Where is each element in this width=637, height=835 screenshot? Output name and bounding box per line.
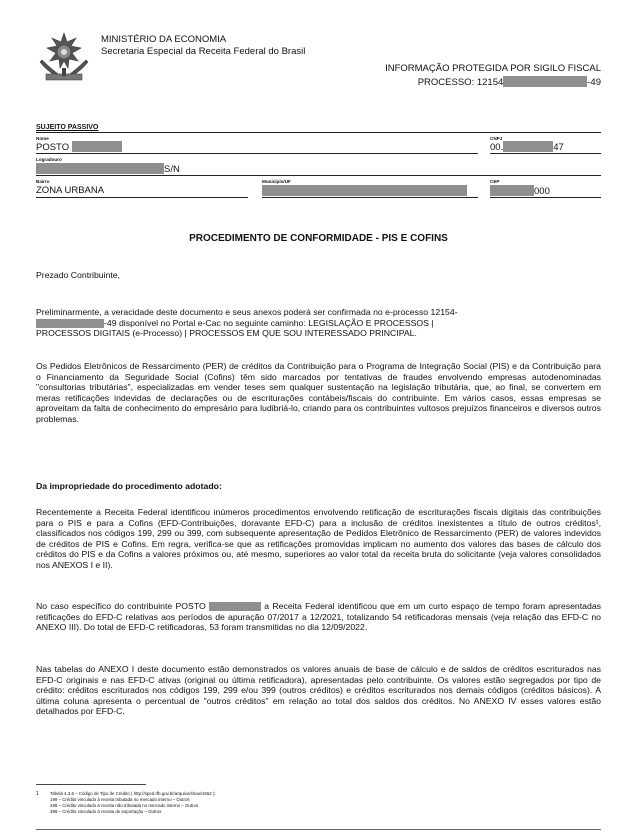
paragraph-verification: Preliminarmente, a veracidade deste documento e seus anexos poderá ser confirmada no e-processo 12154- -49 disponível no Portal e-Cac no seguinte caminho: LEGISLAÇÃO E PROCESSOS | PROCESSOS DIGITAIS (e-Processo) | PROCESSOS EM QUE SOU INTERESSADO PRINCIPAL.: [36, 307, 458, 338]
header-organization: [101, 34, 305, 58]
confidential-notice: INFORMAÇÃO PROTEGIDA POR SIGILO FISCAL: [385, 63, 601, 74]
field-underline: [490, 197, 601, 198]
field-underline: [36, 153, 478, 154]
footnote-number: 1: [36, 791, 39, 797]
name-value: POSTO: [36, 141, 122, 153]
paragraph-context: Os Pedidos Eletrônicos de Ressarcimento (PER) de créditos da Contribuição para o Programa de Integração Social (PIS) e da Contribuição para o Financiamento da Seguridade Social (Cofins) têm sido marcados por tentativas de fraudes envolvendo empresas autodenominadas "consultorias tributárias", especializadas em vender teses sem qualquer sustentação na legislação tributária, que, ao final, se convertem em meras retificações indevidas de declarações ou de escriturações contábeis/fiscais do contribuinte. Em vários casos, essas empresas se aproveitam da falta de conhecimento do empresário para ludibriá-lo, criando para os contribuintes vultosos prejuízos financeiros e diversos outros problemas.: [36, 361, 601, 424]
secretariat-name: Secretaria Especial da Receita Federal do Brasil: [101, 46, 306, 57]
section-heading: Da impropriedade do procedimento adotado:: [36, 481, 222, 491]
redaction-block: [36, 163, 164, 174]
divider: [36, 132, 601, 133]
city-label: Município/UF: [262, 179, 291, 184]
district-value: ZONA URBANA: [36, 185, 105, 196]
field-underline: [36, 197, 248, 198]
field-underline: [262, 197, 478, 198]
redaction-block: [72, 141, 122, 152]
address-value: S/N: [36, 163, 180, 175]
field-underline: [36, 175, 601, 176]
address-label: Logradouro: [36, 157, 62, 162]
redaction-block: [490, 185, 534, 196]
subject-heading: SUJEITO PASSIVO: [36, 124, 99, 131]
cep-label: CEP: [490, 179, 500, 184]
footnote: [36, 791, 216, 815]
cnpj-label: CNPJ: [490, 136, 503, 141]
process-number: PROCESSO: 12154 -49: [417, 76, 601, 88]
footnote-divider: [36, 784, 146, 785]
footnote-line: 299 – Crédito vinculado à receita não tributada no mercado interno – Outros: [50, 803, 199, 808]
greeting: Prezado Contribuinte,: [36, 270, 121, 280]
footnote-line: Tabela 4.3.6 – Código de Tipo de Crédito ( http://sped.rfb.gov.br/arquivo/show/1652 ):: [50, 791, 216, 796]
city-value: [262, 185, 467, 197]
cep-value: 000: [490, 185, 550, 197]
document-title: PROCEDIMENTO DE CONFORMIDADE - PIS E COFINS: [189, 233, 448, 244]
redaction-block: [36, 319, 104, 328]
footnote-line: 399 – Crédito vinculado à receita de exportação – Outros: [50, 809, 162, 814]
confidentiality-block: [385, 63, 601, 89]
redaction-block: [262, 185, 467, 196]
redaction-block: [503, 76, 587, 87]
name-label: Nome: [36, 136, 49, 141]
redaction-block: [209, 602, 261, 611]
paragraph-findings: Recentemente a Receita Federal identificou inúmeros procedimentos envolvendo retificação de escriturações fiscais digitais das contribuições para o PIS e para a Cofins (EFD-Contribuições, doravante EFD-C) para a inclusão de créditos inexistentes a título de outros créditos¹, classificados nos códigos 199, 299 ou 399, com subsequente apresentação de Pedidos Eletrônico de Ressarcimento (PER) de valores indevidos de créditos de PIS e Cofins. Em regra, verifica-se que as retificações promovidas implicam no aumento dos valores das bases de cálculo dos créditos do PIS e da Cofins a valores próximos ou, até mesmo, superiores ao valor total da receita bruta do solicitante (veja valores consolidados nos ANEXOS I e II).: [36, 507, 601, 570]
district-label: Bairro: [36, 179, 50, 184]
paragraph-annex-explanation: Nas tabelas do ANEXO I deste documento estão demonstrados os valores anuais de base de cálculo e de saldos de créditos escriturados nas EFD-C originais e nas EFD-C ativas (original ou última retificadora), apresentadas pelo contribuinte. Os valores estão segregados por tipo de crédito: créditos escriturados nos códigos 199, 299 e/ou 399 (outros créditos) e créditos escriturados nos demais códigos (créditos básicos). A última coluna apresenta o percentual de "outros créditos" em relação ao total dos saldos dos créditos. No ANEXO IV esses valores estão detalhados por EFD-C.: [36, 664, 601, 716]
redaction-block: [503, 141, 553, 152]
bottom-divider: [36, 829, 601, 830]
paragraph-specific-case: No caso específico do contribuinte POSTO a Receita Federal identificou que em um curto espaço de tempo foram apresentadas retificações do EFD-C relativas aos períodos de apuração 07/2017 a 12/2021, totalizando 54 retificadoras mensais (veja relação das EFD-C no ANEXO III). Do total de EFD-C retificadoras, 53 foram transmitidas no dia 12/09/2022.: [36, 601, 601, 632]
coat-of-arms-icon: [36, 30, 92, 86]
field-underline: [490, 153, 601, 154]
ministry-name: MINISTÉRIO DA ECONOMIA: [101, 34, 227, 45]
cnpj-value: 00. 47: [490, 142, 564, 153]
footnote-line: 199 – Crédito vinculado à receita tributada no mercado interno – Outros: [50, 797, 190, 802]
